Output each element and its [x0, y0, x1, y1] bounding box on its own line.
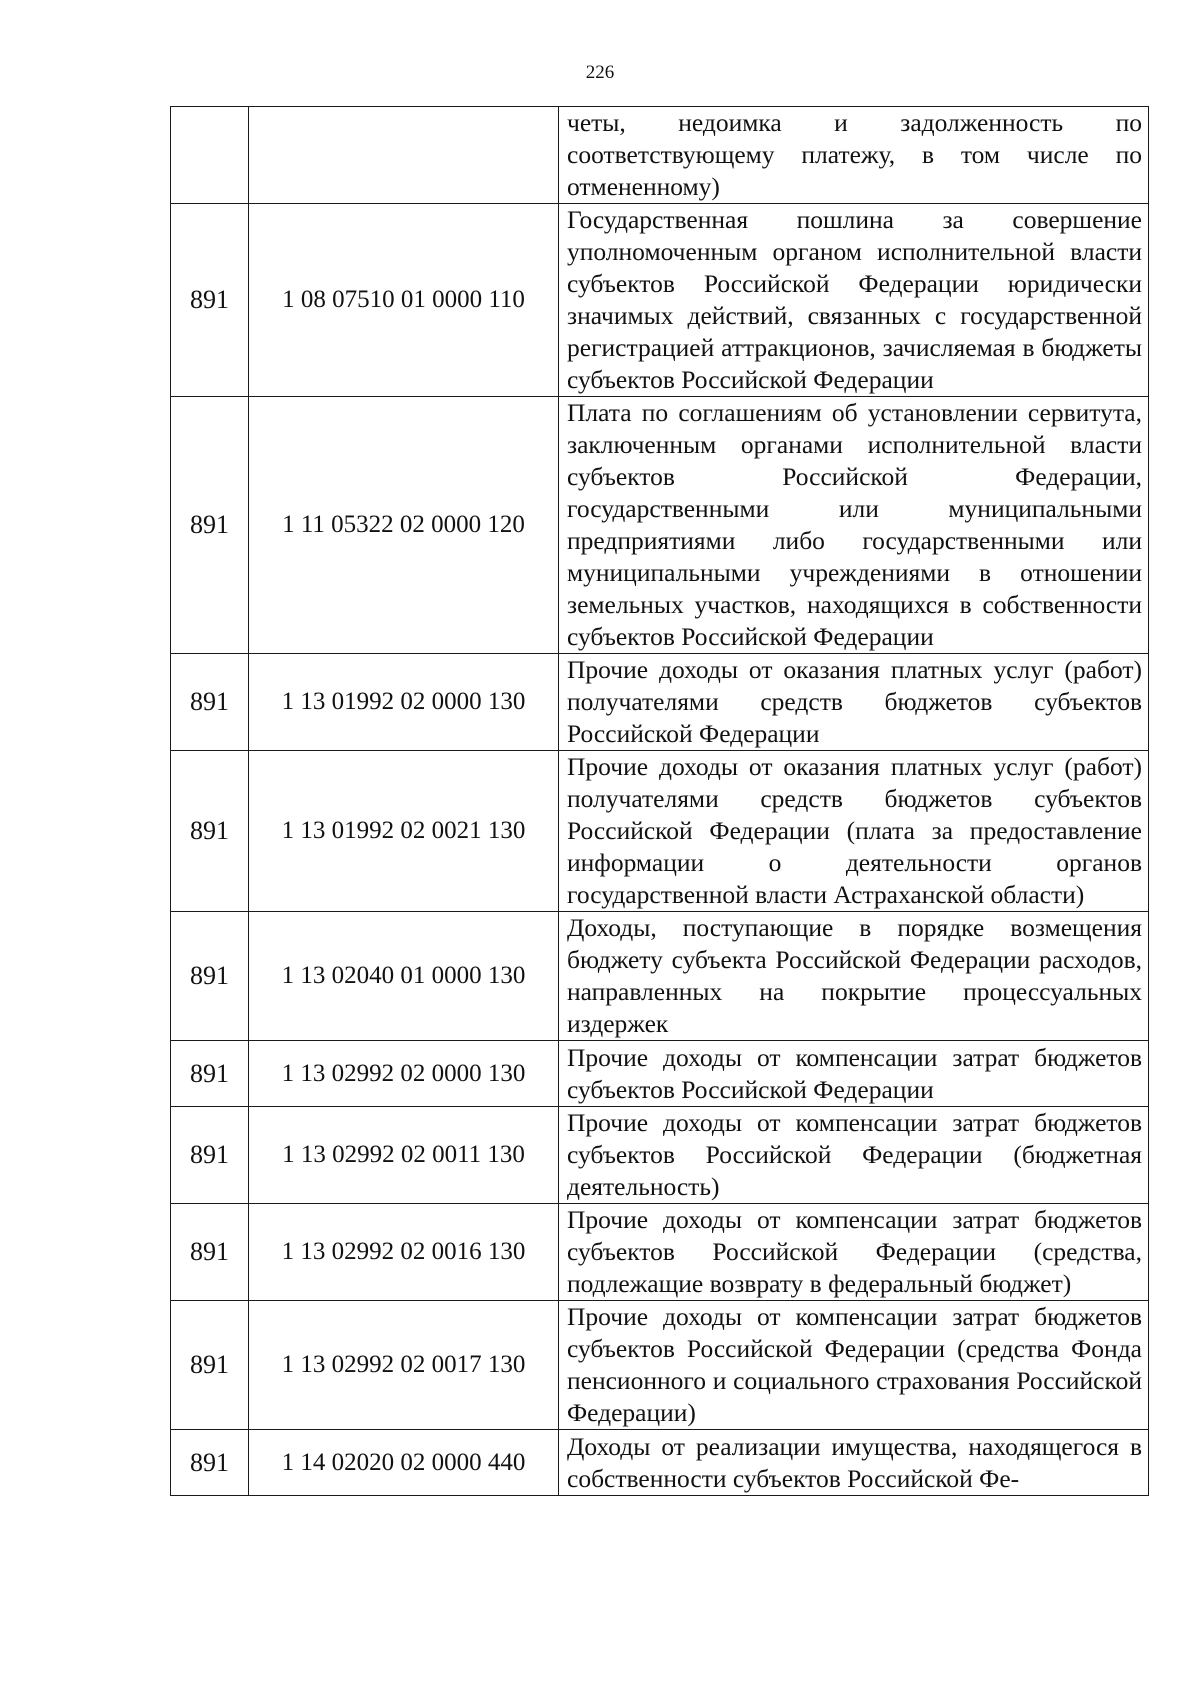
revenue-name-cell: Государственная пошлина за совершение уполномоченным органом исполнительной власти субъектов Российской Федерации юридически значимых действий, связанных с государственной регистрацией аттракционов, зачисляемая в бюджеты субъектов Российской Федерации: [559, 204, 1149, 397]
admin-code-cell: 891: [171, 912, 249, 1041]
table-row: [171, 204, 1149, 397]
admin-code-cell: 891: [171, 751, 249, 912]
budget-classification-code-cell: 1 13 01992 02 0000 130: [249, 654, 559, 751]
revenue-name-cell: Прочие доходы от компенсации затрат бюджетов субъектов Российской Федерации (средства, подлежащие возврату в федеральный бюджет): [559, 1204, 1149, 1301]
admin-code-cell: 891: [171, 397, 249, 654]
admin-code-cell: 891: [171, 1107, 249, 1204]
revenue-name-cell: Прочие доходы от оказания платных услуг (работ) получателями средств бюджетов субъектов Российской Федерации (плата за предоставление информации о деятельности органов государственной власти Астраханской области): [559, 751, 1149, 912]
budget-classification-code-cell: 1 14 02020 02 0000 440: [249, 1430, 559, 1496]
table-row: [171, 107, 1149, 204]
table-row: [171, 912, 1149, 1041]
revenue-name-cell: Доходы, поступающие в порядке возмещения бюджету субъекта Российской Федерации расходов, направленных на покрытие процессуальных издержек: [559, 912, 1149, 1041]
revenue-name-cell: Плата по соглашениям об установлении сервитута, заключенным органами исполнительной власти субъектов Российской Федерации, государственными или муниципальными предприятиями либо государственными или муниципальными учреждениями в отношении земельных участков, находящихся в собственности субъектов Российской Федерации: [559, 397, 1149, 654]
table-row: [171, 397, 1149, 654]
budget-classification-code-cell: 1 08 07510 01 0000 110: [249, 204, 559, 397]
revenue-name-cell: четы, недоимка и задолженность по соответствующему платежу, в том числе по отмененному): [559, 107, 1149, 204]
revenue-name-cell: Прочие доходы от компенсации затрат бюджетов субъектов Российской Федерации (средства Фонда пенсионного и социального страхования Российской Федерации): [559, 1301, 1149, 1430]
budget-classification-code-cell: 1 13 01992 02 0021 130: [249, 751, 559, 912]
admin-code-cell: 891: [171, 1430, 249, 1496]
admin-code-cell: 891: [171, 204, 249, 397]
table-row: [171, 1041, 1149, 1107]
admin-code-cell: 891: [171, 654, 249, 751]
admin-code-cell: 891: [171, 1301, 249, 1430]
admin-code-cell: 891: [171, 1041, 249, 1107]
table-row: [171, 1204, 1149, 1301]
admin-code-cell: [171, 107, 249, 204]
revenue-codes-table: [170, 106, 1149, 1496]
budget-classification-code-cell: 1 13 02992 02 0000 130: [249, 1041, 559, 1107]
budget-classification-code-cell: 1 13 02992 02 0017 130: [249, 1301, 559, 1430]
admin-code-cell: 891: [171, 1204, 249, 1301]
revenue-name-cell: Прочие доходы от оказания платных услуг (работ) получателями средств бюджетов субъектов Российской Федерации: [559, 654, 1149, 751]
table-row: [171, 1301, 1149, 1430]
table-row: [171, 1430, 1149, 1496]
table-row: [171, 1107, 1149, 1204]
page-number: 226: [585, 62, 615, 83]
table-row: [171, 654, 1149, 751]
budget-classification-code-cell: 1 11 05322 02 0000 120: [249, 397, 559, 654]
budget-classification-code-cell: [249, 107, 559, 204]
revenue-name-cell: Прочие доходы от компенсации затрат бюджетов субъектов Российской Федерации: [559, 1041, 1149, 1107]
revenue-name-cell: Прочие доходы от компенсации затрат бюджетов субъектов Российской Федерации (бюджетная деятельность): [559, 1107, 1149, 1204]
budget-classification-code-cell: 1 13 02992 02 0016 130: [249, 1204, 559, 1301]
budget-classification-code-cell: 1 13 02040 01 0000 130: [249, 912, 559, 1041]
budget-classification-code-cell: 1 13 02992 02 0011 130: [249, 1107, 559, 1204]
revenue-name-cell: Доходы от реализации имущества, находящегося в собственности субъектов Российской Фе-: [559, 1430, 1149, 1496]
table-row: [171, 751, 1149, 912]
